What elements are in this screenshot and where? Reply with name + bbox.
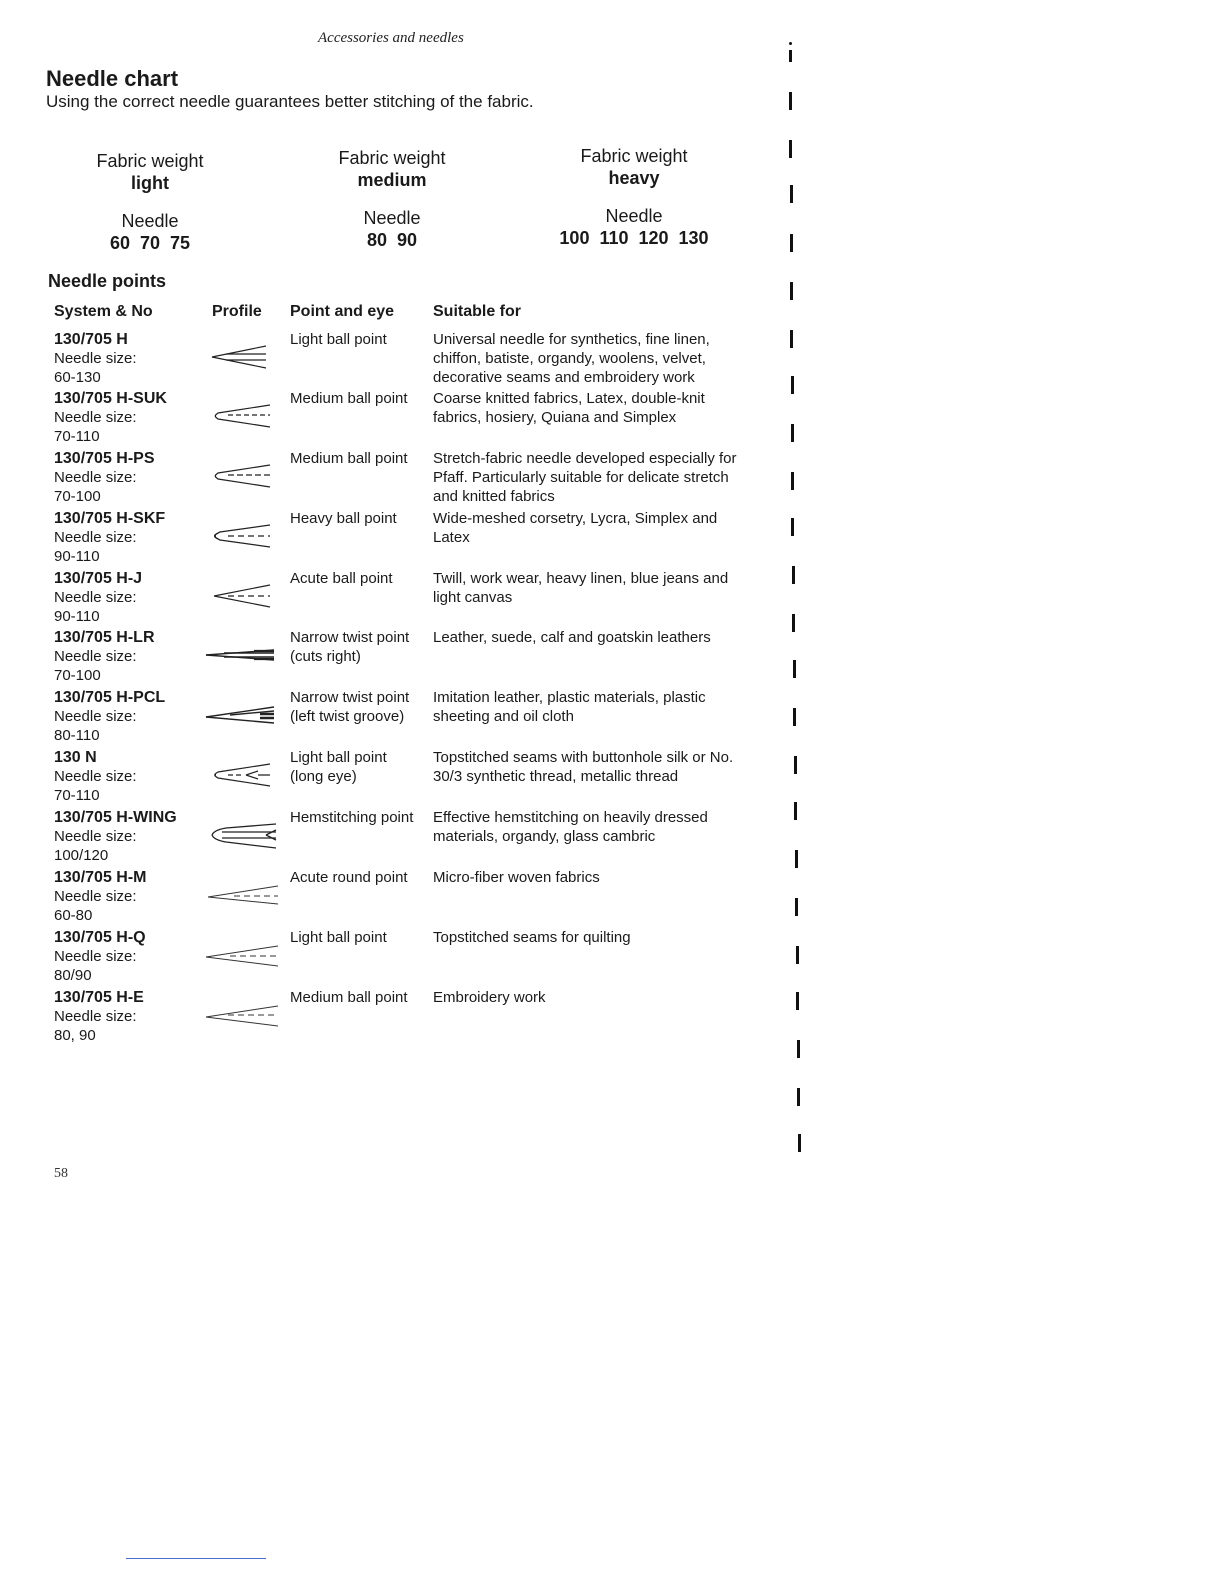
system-number: 130/705 H-SKF bbox=[54, 510, 166, 527]
size-label: Needle size: bbox=[54, 828, 137, 845]
size-value: 70-110 bbox=[54, 787, 100, 804]
header-suitable: Suitable for bbox=[433, 303, 522, 320]
table-row bbox=[0, 868, 760, 928]
needle-label: Needle bbox=[363, 208, 421, 228]
needle-profile-icon bbox=[204, 579, 280, 613]
point-cell: Acute round point bbox=[290, 869, 408, 886]
footer-line bbox=[126, 1558, 266, 1559]
system-cell bbox=[54, 330, 204, 387]
fabric-weight-value: medium bbox=[357, 170, 427, 190]
needle-label: Needle bbox=[605, 206, 663, 226]
fabric-weight-value: heavy bbox=[608, 168, 660, 188]
margin-mark bbox=[790, 185, 793, 203]
margin-mark bbox=[795, 850, 798, 868]
margin-mark bbox=[791, 424, 794, 442]
system-number: 130/705 H-SUK bbox=[54, 390, 167, 407]
suitable-cell: Twill, work wear, heavy linen, blue jeans and light canvas bbox=[433, 570, 729, 606]
margin-mark bbox=[795, 898, 798, 916]
suitable-cell: Embroidery work bbox=[433, 989, 546, 1006]
table-row bbox=[0, 628, 760, 688]
size-value: 60-130 bbox=[54, 369, 101, 386]
fabric-weight-value: light bbox=[131, 173, 169, 193]
system-cell bbox=[54, 808, 204, 865]
fabric-weight-label: Fabric weight bbox=[338, 148, 446, 168]
margin-mark bbox=[791, 472, 794, 490]
point-cell: Medium ball point bbox=[290, 390, 408, 407]
needle-profile-icon bbox=[204, 878, 280, 912]
size-value: 70-100 bbox=[54, 667, 101, 684]
fabric-weight-label: Fabric weight bbox=[580, 146, 688, 166]
system-number: 130/705 H-M bbox=[54, 869, 147, 886]
system-number: 130 N bbox=[54, 749, 97, 766]
size-label: Needle size: bbox=[54, 589, 137, 606]
needle-profile-icon bbox=[204, 998, 280, 1032]
table-row bbox=[0, 449, 760, 509]
system-number: 130/705 H-J bbox=[54, 570, 143, 587]
margin-mark bbox=[796, 992, 799, 1010]
system-number: 130/705 H bbox=[54, 331, 128, 348]
margin-mark bbox=[797, 1088, 800, 1106]
point-cell: Hemstitching point bbox=[290, 809, 414, 826]
point-cell: Light ball point bbox=[290, 929, 387, 946]
suitable-cell: Universal needle for synthetics, fine linen, chiffon, batiste, organdy, woolens, velvet, decorative seams and embroidery work bbox=[433, 331, 710, 386]
point-cell: Light ball point bbox=[290, 331, 387, 348]
needle-profile-icon bbox=[204, 519, 280, 553]
system-cell bbox=[54, 988, 204, 1045]
table-row bbox=[0, 509, 760, 569]
size-label: Needle size: bbox=[54, 948, 137, 965]
needle-sizes: 60 70 75 bbox=[109, 233, 191, 253]
margin-mark bbox=[789, 50, 792, 62]
table-row bbox=[0, 330, 760, 390]
margin-mark bbox=[789, 140, 792, 158]
margin-mark bbox=[796, 946, 799, 964]
point-cell: Heavy ball point bbox=[290, 510, 397, 527]
needle-profile-icon bbox=[204, 399, 280, 433]
needle-profile-icon bbox=[204, 340, 280, 374]
suitable-cell: Stretch-fabric needle developed especially for Pfaff. Particularly suitable for delicate stretch and knitted fabrics bbox=[433, 450, 737, 505]
needle-profile-icon bbox=[204, 459, 280, 493]
table-row bbox=[0, 928, 760, 988]
margin-mark bbox=[790, 330, 793, 348]
suitable-cell: Leather, suede, calf and goatskin leathers bbox=[433, 629, 711, 646]
size-label: Needle size: bbox=[54, 409, 137, 426]
margin-mark bbox=[790, 282, 793, 300]
table-row bbox=[0, 748, 760, 808]
size-label: Needle size: bbox=[54, 708, 137, 725]
intro-text: Using the correct needle guarantees better stitching of the fabric. bbox=[46, 92, 534, 111]
table-row bbox=[0, 688, 760, 748]
needle-sizes: 100 110 120 130 bbox=[559, 228, 709, 248]
margin-marks bbox=[780, 30, 820, 1160]
size-label: Needle size: bbox=[54, 768, 137, 785]
margin-dot bbox=[789, 42, 792, 45]
suitable-cell: Micro-fiber woven fabrics bbox=[433, 869, 600, 886]
size-value: 80-110 bbox=[54, 727, 100, 744]
table-row bbox=[0, 988, 760, 1048]
running-header: Accessories and needles bbox=[318, 30, 464, 46]
point-cell: Narrow twist point (left twist groove) bbox=[290, 689, 410, 725]
size-value: 90-110 bbox=[54, 548, 100, 565]
size-value: 90-110 bbox=[54, 608, 100, 625]
size-label: Needle size: bbox=[54, 469, 137, 486]
table-row bbox=[0, 389, 760, 449]
system-cell bbox=[54, 928, 204, 985]
system-cell bbox=[54, 449, 204, 506]
needle-profile-icon bbox=[204, 938, 280, 972]
fabric-weight-label: Fabric weight bbox=[96, 151, 204, 171]
needle-sizes: 80 90 bbox=[366, 230, 418, 250]
point-cell: Medium ball point bbox=[290, 989, 408, 1006]
margin-mark bbox=[793, 660, 796, 678]
system-number: 130/705 H-PCL bbox=[54, 689, 166, 706]
margin-mark bbox=[791, 376, 794, 394]
margin-mark bbox=[794, 756, 797, 774]
page-title: Needle chart bbox=[46, 66, 179, 91]
point-cell: Medium ball point bbox=[290, 450, 408, 467]
system-cell bbox=[54, 748, 204, 805]
size-label: Needle size: bbox=[54, 350, 137, 367]
margin-mark bbox=[794, 802, 797, 820]
suitable-cell: Topstitched seams with buttonhole silk or No. 30/3 synthetic thread, metallic thread bbox=[433, 749, 734, 785]
needle-profile-icon bbox=[204, 698, 280, 732]
needle-points-title: Needle points bbox=[48, 271, 167, 291]
system-number: 130/705 H-WING bbox=[54, 809, 177, 826]
size-value: 80, 90 bbox=[54, 1027, 96, 1044]
margin-mark bbox=[789, 92, 792, 110]
margin-mark bbox=[797, 1040, 800, 1058]
system-number: 130/705 H-PS bbox=[54, 450, 155, 467]
system-cell bbox=[54, 569, 204, 626]
header-profile: Profile bbox=[212, 303, 262, 320]
size-value: 60-80 bbox=[54, 907, 93, 924]
margin-mark bbox=[793, 708, 796, 726]
point-cell: Narrow twist point (cuts right) bbox=[290, 629, 410, 665]
size-label: Needle size: bbox=[54, 1008, 137, 1025]
needle-profile-icon bbox=[204, 818, 280, 852]
system-cell bbox=[54, 628, 204, 685]
header-point: Point and eye bbox=[290, 303, 395, 320]
margin-mark bbox=[790, 234, 793, 252]
needle-profile-icon bbox=[204, 758, 280, 792]
size-label: Needle size: bbox=[54, 529, 137, 546]
suitable-cell: Effective hemstitching on heavily dressed materials, organdy, glass cambric bbox=[433, 809, 708, 845]
size-value: 80/90 bbox=[54, 967, 92, 984]
table-row bbox=[0, 569, 760, 629]
size-value: 100/120 bbox=[54, 847, 109, 864]
size-label: Needle size: bbox=[54, 888, 137, 905]
size-value: 70-100 bbox=[54, 488, 101, 505]
system-cell bbox=[54, 389, 204, 446]
margin-mark bbox=[798, 1134, 801, 1152]
system-number: 130/705 H-LR bbox=[54, 629, 155, 646]
fabric-weight-light bbox=[40, 150, 260, 254]
system-number: 130/705 H-E bbox=[54, 989, 144, 1006]
table-row bbox=[0, 808, 760, 868]
header-system: System & No bbox=[54, 303, 153, 320]
point-cell: Light ball point (long eye) bbox=[290, 749, 387, 785]
fabric-weight-heavy bbox=[524, 145, 744, 249]
fabric-weight-medium bbox=[282, 147, 502, 251]
suitable-cell: Wide-meshed corsetry, Lycra, Simplex and Latex bbox=[433, 510, 718, 546]
size-label: Needle size: bbox=[54, 648, 137, 665]
system-cell bbox=[54, 868, 204, 925]
margin-mark bbox=[792, 566, 795, 584]
size-value: 70-110 bbox=[54, 428, 100, 445]
margin-mark bbox=[792, 614, 795, 632]
system-cell bbox=[54, 509, 204, 566]
suitable-cell: Imitation leather, plastic materials, plastic sheeting and oil cloth bbox=[433, 689, 706, 725]
system-cell bbox=[54, 688, 204, 745]
margin-mark bbox=[791, 518, 794, 536]
suitable-cell: Topstitched seams for quilting bbox=[433, 929, 631, 946]
needle-profile-icon bbox=[204, 638, 280, 672]
page-number: 58 bbox=[54, 1166, 68, 1181]
needle-label: Needle bbox=[121, 211, 179, 231]
point-cell: Acute ball point bbox=[290, 570, 393, 587]
suitable-cell: Coarse knitted fabrics, Latex, double-knit fabrics, hosiery, Quiana and Simplex bbox=[433, 390, 705, 426]
system-number: 130/705 H-Q bbox=[54, 929, 146, 946]
